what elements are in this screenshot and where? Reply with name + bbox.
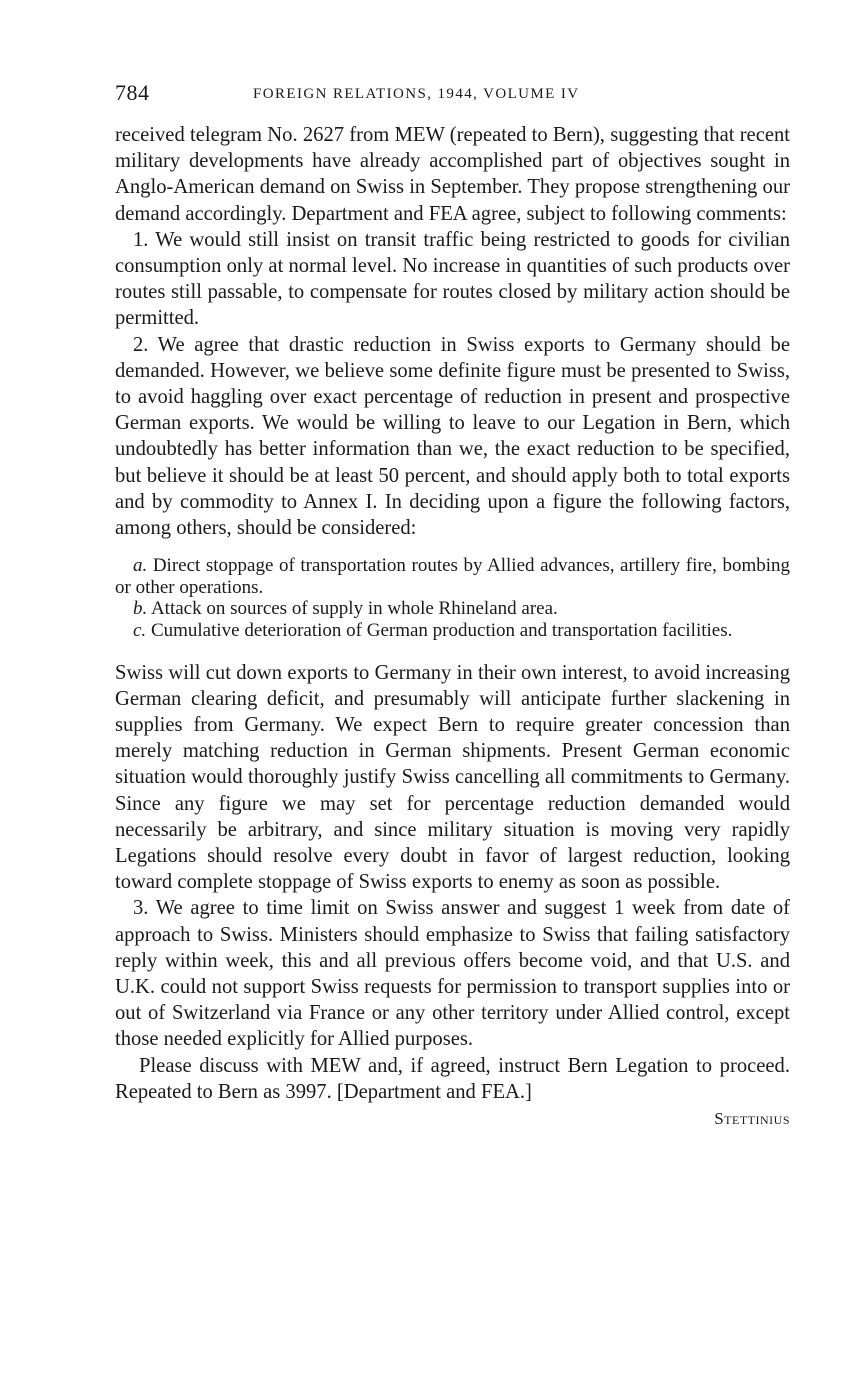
page-number: 784 bbox=[115, 80, 150, 105]
document-body bbox=[115, 122, 790, 541]
factor-letter: c. bbox=[133, 620, 147, 642]
factor-item bbox=[115, 620, 790, 642]
paragraph-closing: Please discuss with MEW and, if agreed, instruct Bern Legation to proceed. Repeated to Bern as 3997. [Department and FEA.] bbox=[115, 1054, 790, 1103]
factor-text: Direct stoppage of transportation routes by Allied advances, artillery fire, bombing or other operations. bbox=[115, 555, 790, 598]
factor-text: Cumulative deterioration of German production and transportation facilities. bbox=[150, 620, 733, 642]
factor-item bbox=[115, 555, 790, 598]
factor-text: Attack on sources of supply in whole Rhineland area. bbox=[150, 598, 558, 620]
signature: Stettinius bbox=[714, 1109, 790, 1129]
factor-letter: b. bbox=[133, 598, 148, 620]
paragraph-point-2: 2. We agree that drastic reduction in Swiss exports to Germany should be demanded. However, we believe some definite figure must be presented to Swiss, to avoid haggling over exact percentage of reduction in present and prospective German exports. We would be willing to leave to our Legation in Bern, which undoubtedly has better information than we, the exact reduction to be specified, but believe it should be at least 50 percent, and should apply both to total exports and by commodity to Annex I. In deciding upon a figure the following factors, among others, should be considered: bbox=[115, 333, 790, 540]
paragraph-continuation: Swiss will cut down exports to Germany in their own interest, to avoid increasing German clearing deficit, and presumably will anticipate further slackening in supplies from Germany. We expect Bern to require greater concession than merely matching reduction in German shipments. Present German economic situation would thoroughly justify Swiss cancelling all commitments to Germany. Since any figure we may set for percentage reduction demanded would necessarily be arbitrary, and since military situation is moving very rapidly Legations should resolve every doubt in favor of largest reduction, looking toward complete stoppage of Swiss exports to enemy as soon as possible. bbox=[115, 661, 790, 894]
paragraph-intro: received telegram No. 2627 from MEW (repeated to Bern), suggesting that recent military developments have already accomplished part of objectives sought in Anglo-American demand on Swiss in September. They propose strengthening our demand accordingly. Department and FEA agree, subject to following comments: bbox=[115, 124, 790, 225]
factor-item bbox=[115, 598, 790, 620]
document-page bbox=[115, 80, 790, 1129]
running-title: FOREIGN RELATIONS, 1944, VOLUME IV bbox=[253, 86, 580, 102]
factor-letter: a. bbox=[133, 555, 148, 577]
paragraph-point-1: 1. We would still insist on transit traffic being restricted to goods for civilian consumption only at normal level. No increase in quantities of such products over routes still passable, to compensate for routes closed by military action should be permitted. bbox=[115, 228, 790, 330]
document-body-continued bbox=[115, 660, 790, 1105]
running-head bbox=[115, 80, 790, 114]
factors-list bbox=[115, 555, 790, 641]
paragraph-point-3: 3. We agree to time limit on Swiss answer and suggest 1 week from date of approach to Swiss. Ministers should emphasize to Swiss that failing satisfactory reply within week, this and all previous offers become void, and that U.S. and U.K. could not support Swiss requests for permission to transport supplies into or out of Switzerland via France or any other territory under Allied control, except those needed explicitly for Allied purposes. bbox=[115, 897, 790, 1051]
